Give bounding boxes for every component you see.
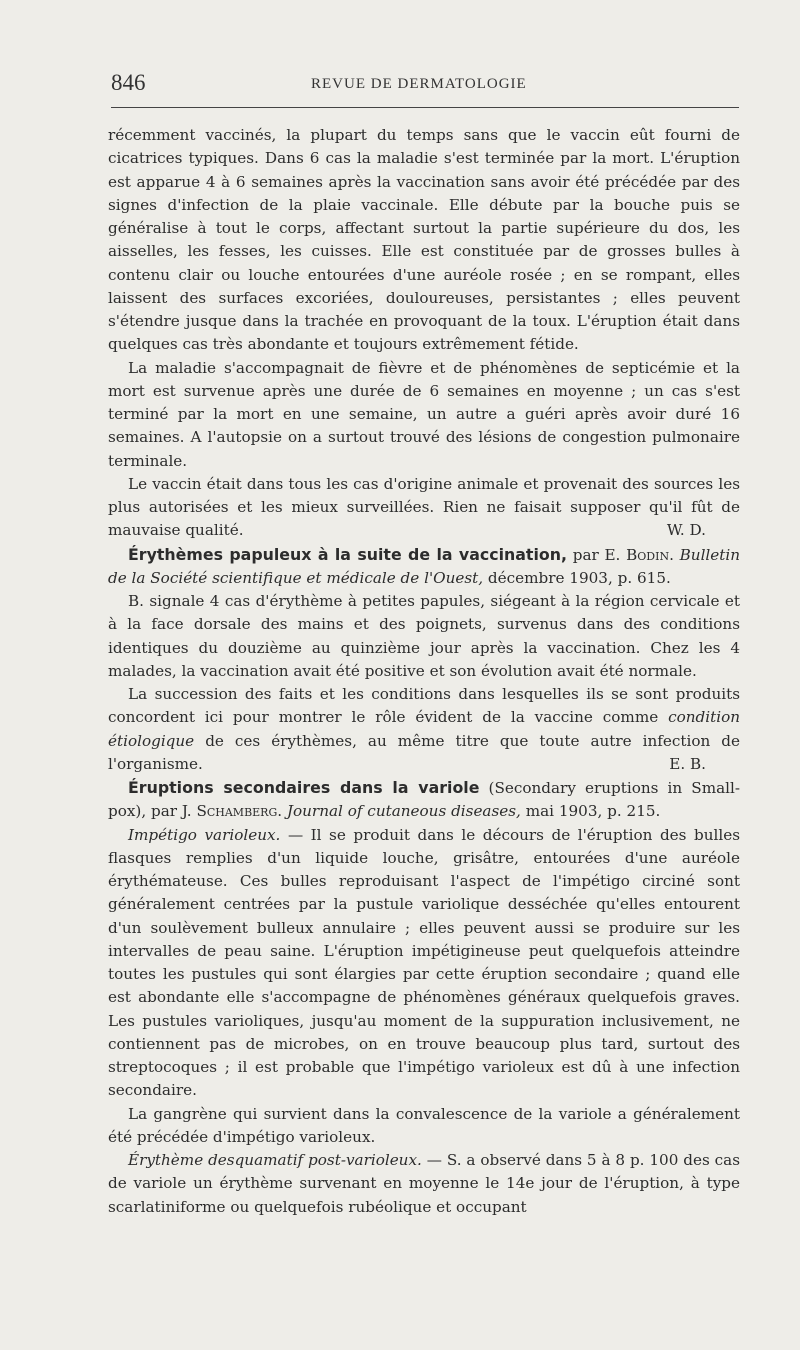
article3-title: Éruptions secondaires dans la variole: [128, 778, 480, 797]
article3-english-title: (Secondary eruptions in Small-pox), par J.: [108, 779, 740, 821]
article1-paragraph-3: Le vaccin était dans tous les cas d'origine animale et provenait des sources les plus autorisées et les mieux surveillées. Rien ne faisait supposer qu'il fût de mauvaise qualité.: [108, 474, 740, 540]
article3-journal: Journal of cutaneous diseases,: [286, 802, 521, 821]
article3-citation: mai 1903, p. 215.: [525, 802, 661, 821]
article1-signature: W. D.: [666, 521, 706, 540]
article3-heading-line: [108, 776, 740, 824]
article2-p2-emphasis: condition étiologique: [108, 708, 741, 750]
article3-impetigo-paragraph: [108, 824, 740, 1103]
page-body: [108, 124, 740, 1219]
article2-p2-before: La succession des faits et les conditions dans lesquelles ils se sont produits concordent ici pour montrer le rôle évident de la vaccine comme: [108, 685, 740, 727]
page-header: [111, 70, 739, 100]
article3-gangrene-paragraph: La gangrène qui survient dans la convalescence de la variole a généralement été précédée d'impétigo varioleux.: [108, 1104, 740, 1146]
article2-p2-after: de ces érythèmes, au même titre que toute autre infection de l'organisme.: [108, 731, 741, 773]
article2-title: Érythèmes papuleux à la suite de la vaccination,: [128, 544, 567, 564]
header-rule: [111, 107, 739, 108]
running-title: REVUE DE DERMATOLOGIE: [311, 76, 527, 92]
article2-heading-line: Érythèmes papuleux à la suite de la vaccination, par E. Bodin. Bulletin de la Société scientifique et médicale de l'Ouest, décembre 1903, p. 615.: [108, 544, 741, 587]
article3-erytheme-paragraph: [108, 1149, 740, 1219]
article1-paragraph-2: La maladie s'accompagnait de fièvre et de phénomènes de septicémie et la mort est survenue après une durée de 6 semaines en moyenne ; un cas s'est terminé par la mort en une semaine, un autre a guéri après avoir duré 16 semaines. A l'autopsie on a surtout trouvé des lésions de congestion pulmonaire terminale.: [108, 358, 740, 470]
article2-byline: par E.: [572, 545, 621, 564]
article3-erytheme-label: Érythème desquamatif post-varioleux.: [128, 1151, 422, 1169]
article3-author: Schamberg.: [196, 802, 283, 821]
article3-impetigo-text: — Il se produit dans le décours de l'éruption des bulles flasques remplies d'un liquide louche, grisâtre, entourées d'une auréole érythémateuse. Ces bulles reproduisant l'aspect de l'impétigo circiné sont généralement centrées par la pustule variolique desséchée qu'elles entourent d'un soulèvement bulleux annulaire ; elles peuvent aussi se produire sur les intervalles de peau saine. L'éruption impétigineuse peut quelquefois atteindre toutes les pustules qui sont élargies par cette éruption secondaire ; quand elle est abondante elle s'accompagne de phénomènes généraux quelquefois graves. Les pustules varioliques, jusqu'au moment de la suppuration inclusivement, ne contiennent pas de microbes, on en trouve beaucoup plus tard, surtout des streptocoques ; il est probable que l'impétigo varioleux est dû à une infection secondaire.: [108, 825, 741, 1100]
article1-paragraph-1: récemment vaccinés, la plupart du temps sans que le vaccin eût fourni de cicatrices typiques. Dans 6 cas la maladie s'est terminée par la mort. L'éruption est apparue 4 à 6 semaines après la vaccination sans avoir été précédée par des signes d'infection de la plaie vaccinale. Elle débute par la bouche puis se généralise à tout le corps, affectant surtout la partie supérieure du dos, les aisselles, les fesses, les cuisses. Elle est constituée par de grosses bulles à contenu clair ou louche entourées d'une auréole rosée ; en se rompant, elles laissent des surfaces excoriées, douloureuses, persistantes ; elles peuvent s'étendre jusque dans la trachée en provoquant de la toux. L'éruption était dans quelques cas très abondante et toujours extrêmement fétide.: [108, 126, 740, 354]
article2-signature: E. B.: [669, 754, 706, 773]
article3-erytheme-text: — S. a observé dans 5 à 8 p. 100 des cas de variole un érythème survenant en moyenne le 14e jour de l'éruption, à type scarlatiniforme ou quelquefois rubéolique et occupant: [108, 1151, 740, 1216]
article3-impetigo-label: Impétigo varioleux.: [128, 825, 281, 844]
page-number: 846: [111, 70, 146, 95]
article2-paragraph-1: B. signale 4 cas d'érythème à petites papules, siégeant à la région cervicale et à la face dorsale des mains et des poignets, survenus dans des conditions identiques du douzième au quinzième jour après la vaccination. Chez les 4 malades, la vaccination avait été positive et son évolution avait été normale.: [108, 592, 740, 680]
article2-citation: décembre 1903, p. 615.: [487, 568, 671, 587]
article2-journal: Bulletin de la Société scientifique et médicale de l'Ouest,: [108, 545, 741, 587]
article2-author: Bodin: [626, 545, 670, 564]
